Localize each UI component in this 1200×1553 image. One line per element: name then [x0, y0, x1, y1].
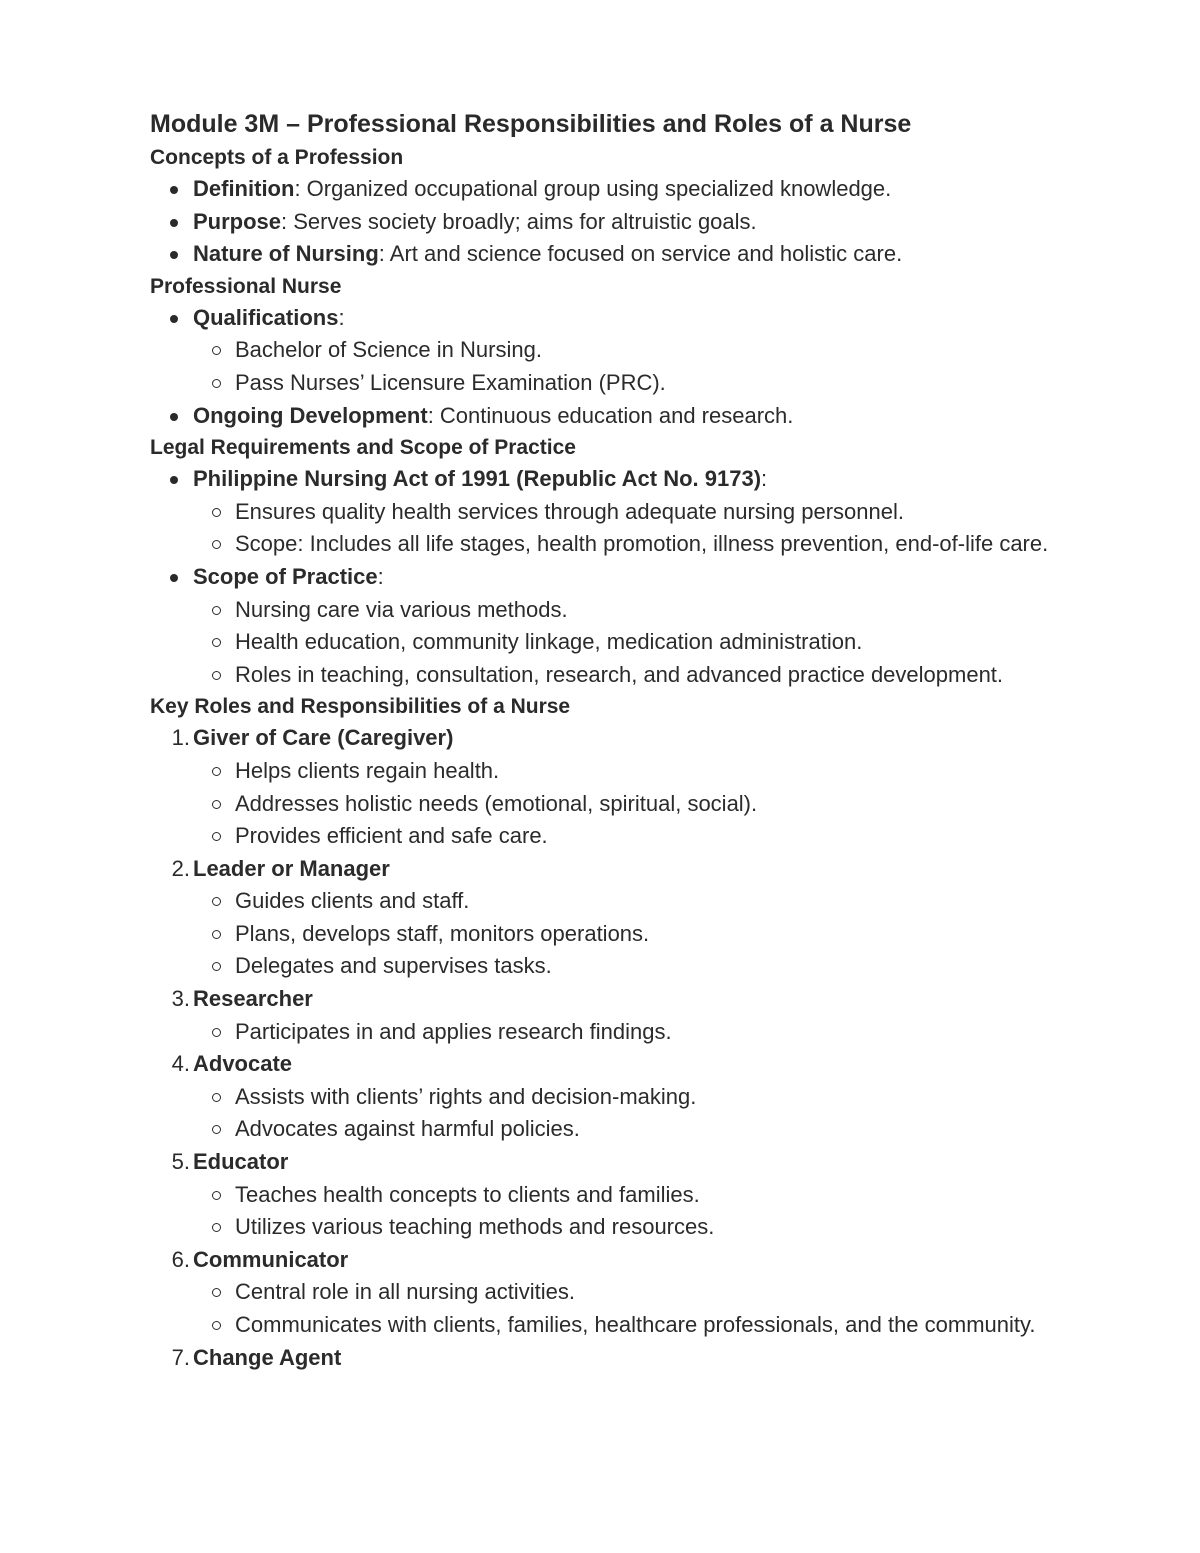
sub-list-item: [235, 1276, 1070, 1309]
role-item: [171, 1048, 1070, 1146]
bullet-ring-icon: [212, 540, 221, 549]
bullet-dot-icon: [170, 251, 178, 259]
sub-list-item: [235, 594, 1070, 627]
sub-list-item: [235, 1309, 1070, 1342]
sub-item-text: Plans, develops staff, monitors operations.: [235, 920, 650, 946]
bullet-ring-icon: [212, 606, 221, 615]
sub-list-item: [235, 1179, 1070, 1212]
item-term: Ongoing Development: [193, 402, 428, 428]
item-term: Scope of Practice: [193, 563, 378, 589]
sub-item-text: Guides clients and staff.: [235, 888, 470, 914]
sub-list-item: [235, 528, 1070, 561]
bullet-dot-icon: [170, 476, 178, 484]
item-text: : Serves society broadly; aims for altruistic goals.: [281, 208, 757, 234]
item-text: : Organized occupational group using specialized knowledge.: [294, 176, 892, 201]
bullet-ring-icon: [212, 1288, 221, 1297]
role-number: 7.: [171, 1344, 190, 1370]
bullet-ring-icon: [212, 1223, 221, 1232]
sub-item-text: Bachelor of Science in Nursing.: [235, 337, 542, 363]
sub-list-item: [235, 659, 1070, 692]
sub-list-item: [235, 918, 1070, 951]
section-heading-key-roles: Key Roles and Responsibilities of a Nurse: [150, 695, 571, 719]
sub-list: [193, 1276, 1070, 1341]
bullet-dot-icon: [170, 219, 178, 227]
sub-list-item: [235, 885, 1070, 918]
bullet-ring-icon: [212, 897, 221, 906]
item-term: Purpose: [193, 208, 282, 234]
bullet-ring-icon: [212, 671, 221, 680]
role-name: Communicator: [193, 1246, 349, 1272]
sub-item-text: Provides efficient and safe care.: [235, 823, 548, 849]
legal-list: [150, 463, 1070, 691]
bullet-ring-icon: [212, 930, 221, 939]
sub-list: [193, 755, 1070, 853]
sub-item-text: Health education, community linkage, medication administration.: [235, 629, 863, 655]
sub-list: [193, 1016, 1070, 1049]
bullet-ring-icon: [212, 508, 221, 517]
sub-list: [193, 1179, 1070, 1244]
role-number: 6.: [171, 1246, 190, 1272]
sub-item-text: Helps clients regain health.: [235, 757, 500, 783]
bullet-ring-icon: [212, 767, 221, 776]
bullet-ring-icon: [212, 1028, 221, 1037]
bullet-ring-icon: [212, 346, 221, 355]
sub-list-item: [235, 950, 1070, 983]
list-item: [193, 238, 1070, 271]
role-number: 3.: [171, 986, 190, 1012]
list-item: [193, 561, 1070, 691]
bullet-dot-icon: [170, 413, 178, 421]
role-item: [171, 853, 1070, 983]
list-item: [193, 400, 1070, 433]
role-number: 5.: [171, 1149, 190, 1175]
roles-list: [150, 722, 1070, 1374]
sub-list-item: [235, 1016, 1070, 1049]
role-item: [171, 1244, 1070, 1342]
role-name: Giver of Care (Caregiver): [193, 725, 454, 751]
bullet-ring-icon: [212, 1125, 221, 1134]
item-term: Philippine Nursing Act of 1991 (Republic Act No. 9173): [193, 466, 762, 492]
role-item: [171, 1342, 1070, 1375]
concepts-list: [150, 173, 1070, 271]
role-number: 4.: [171, 1051, 190, 1077]
list-item: [193, 302, 1070, 400]
sub-list-item: [235, 496, 1070, 529]
sub-list-item: [235, 1113, 1070, 1146]
sub-list-item: [235, 626, 1070, 659]
item-term: Nature of Nursing: [193, 241, 379, 267]
bullet-ring-icon: [212, 1321, 221, 1330]
sub-list-item: [235, 367, 1070, 400]
sub-item-text: Scope: Includes all life stages, health promotion, illness prevention, end-of-life care.: [235, 531, 1049, 557]
item-text: :: [761, 466, 768, 492]
sub-item-text: Teaches health concepts to clients and families.: [235, 1181, 700, 1207]
bullet-ring-icon: [212, 638, 221, 647]
role-item: [171, 983, 1070, 1048]
role-number: 2.: [171, 855, 190, 881]
list-item: [193, 173, 1070, 206]
sub-item-text: Participates in and applies research findings.: [235, 1018, 672, 1044]
item-text: : Art and science focused on service and holistic care.: [378, 241, 903, 267]
sub-item-text: Assists with clients’ rights and decision-making.: [235, 1083, 697, 1109]
sub-item-text: Advocates against harmful policies.: [235, 1116, 580, 1142]
role-number: 1.: [171, 725, 190, 751]
role-item: [171, 722, 1070, 852]
sub-list: [193, 1081, 1070, 1146]
bullet-ring-icon: [212, 379, 221, 388]
sub-item-text: Addresses holistic needs (emotional, spiritual, social).: [235, 790, 758, 816]
sub-list: [193, 594, 1070, 692]
bullet-dot-icon: [170, 186, 178, 194]
sub-item-text: Utilizes various teaching methods and resources.: [235, 1214, 715, 1240]
sub-list-item: [235, 1211, 1070, 1244]
bullet-ring-icon: [212, 832, 221, 841]
document-content: [150, 106, 1070, 1374]
sub-item-text: Ensures quality health services through adequate nursing personnel.: [235, 498, 904, 524]
sub-list-item: [235, 788, 1070, 821]
sub-item-text: Central role in all nursing activities.: [235, 1279, 575, 1305]
sub-item-text: Communicates with clients, families, healthcare professionals, and the community.: [235, 1312, 1036, 1337]
role-name: Educator: [193, 1149, 289, 1175]
item-term: Definition: [193, 176, 295, 201]
sub-item-text: Delegates and supervises tasks.: [235, 953, 552, 979]
bullet-ring-icon: [212, 1093, 221, 1102]
sub-list-item: [235, 820, 1070, 853]
item-text: : Continuous education and research.: [427, 402, 794, 428]
bullet-ring-icon: [212, 962, 221, 971]
section-heading-professional-nurse: Professional Nurse: [150, 274, 342, 298]
item-text: :: [338, 304, 345, 330]
bullet-dot-icon: [170, 315, 178, 323]
sub-list: [193, 334, 1070, 399]
sub-item-text: Roles in teaching, consultation, research, and advanced practice development.: [235, 661, 1004, 687]
sub-item-text: Pass Nurses’ Licensure Examination (PRC).: [235, 369, 666, 395]
section-heading-legal: Legal Requirements and Scope of Practice: [150, 436, 576, 460]
bullet-ring-icon: [212, 800, 221, 809]
page-title: Module 3M – Professional Responsibilities and Roles of a Nurse: [150, 110, 912, 138]
sub-list-item: [235, 334, 1070, 367]
list-item: [193, 463, 1070, 561]
sub-list-item: [235, 755, 1070, 788]
item-term: Qualifications: [193, 304, 339, 330]
role-name: Change Agent: [193, 1344, 342, 1370]
role-name: Researcher: [193, 986, 313, 1012]
role-name: Leader or Manager: [193, 855, 390, 881]
sub-list: [193, 885, 1070, 983]
item-text: :: [377, 563, 384, 589]
sub-item-text: Nursing care via various methods.: [235, 596, 568, 622]
role-name: Advocate: [193, 1051, 293, 1077]
role-item: [171, 1146, 1070, 1244]
professional-nurse-list: [150, 302, 1070, 432]
section-heading-concepts: Concepts of a Profession: [150, 146, 404, 169]
sub-list-item: [235, 1081, 1070, 1114]
list-item: [193, 206, 1070, 239]
bullet-ring-icon: [212, 1191, 221, 1200]
bullet-dot-icon: [170, 574, 178, 582]
sub-list: [193, 496, 1070, 561]
